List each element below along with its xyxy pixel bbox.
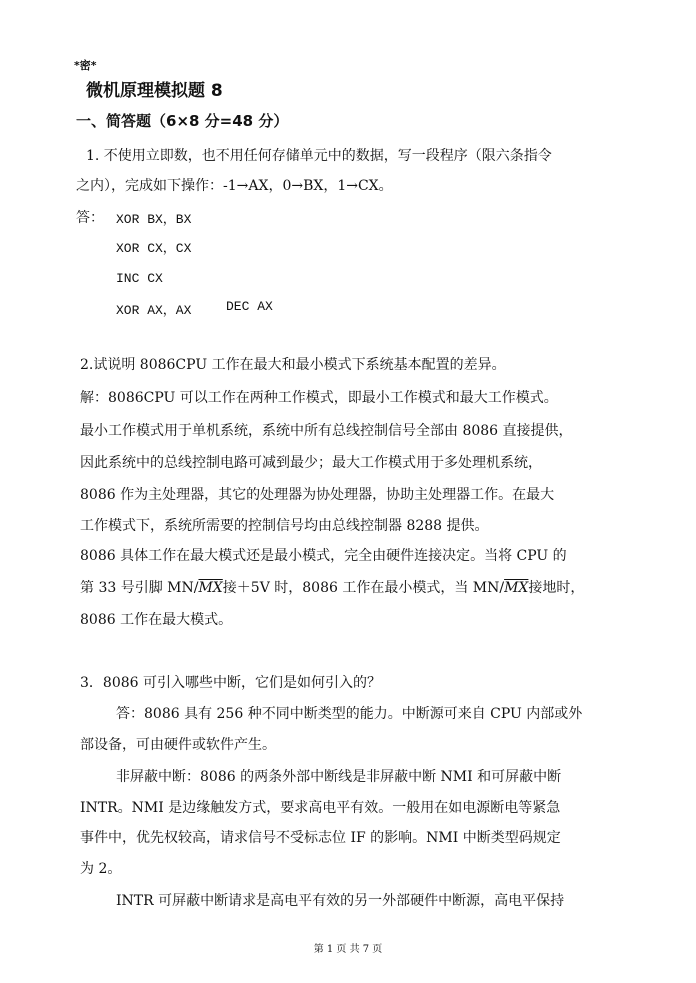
q1-line-1: 1. 不使用立即数，也不用任何存储单元中的数据，写一段程序（限六条指令 <box>86 148 552 164</box>
q3-para-2-c: 事件中，优先权较高，请求信号不受标志位 IF 的影响。NMI 中断类型码规定 <box>80 830 561 846</box>
page-title: 微机原理模拟题 8 <box>86 81 223 101</box>
q2-line-7-e: 接地时， <box>528 580 585 596</box>
q2-line-6: 8086 具体工作在最大模式还是最小模式，完全由硬件连接决定。当将 CPU 的 <box>80 548 567 564</box>
mx-overline-2: $\overline{MX}$ <box>504 580 529 596</box>
q1-code-line-1: XOR BX，BX <box>116 212 192 227</box>
q2-line-7 <box>80 577 584 597</box>
q2-line-7-c: 接＋5V 时，8086 工作在最小模式，当 MN/ <box>222 580 505 596</box>
q2-line-7-a: 第 33 号引脚 MN/ <box>80 580 199 596</box>
q2-question: 2.试说明 8086CPU 工作在最大和最小模式下系统基本配置的差异。 <box>80 357 506 373</box>
q2-line-8: 8086 工作在最大模式。 <box>80 612 233 628</box>
q2-line-4: 8086 作为主处理器，其它的处理器为协处理器，协助主处理器工作。在最大 <box>80 487 555 503</box>
q2-line-1: 解：8086CPU 可以工作在两种工作模式，即最小工作模式和最大工作模式。 <box>80 390 558 406</box>
q3-para-1-b: 部设备，可由硬件或软件产生。 <box>80 737 276 753</box>
q3-para-3-a: INTR 可屏蔽中断请求是高电平有效的另一外部硬件中断源，高电平保持 <box>116 893 565 909</box>
q1-code-line-3: INC CX <box>116 271 163 286</box>
q1-code-line-4b: DEC AX <box>226 299 273 314</box>
q3-para-2-a: 非屏蔽中断：8086 的两条外部中断线是非屏蔽中断 NMI 和可屏蔽中断 <box>116 769 562 785</box>
q2-line-3: 因此系统中的总线控制电路可减到最少；最大工作模式用于多处理机系统， <box>80 455 542 471</box>
secret-label: *密* <box>74 59 97 72</box>
mx-overline-1: $\overline{MX}$ <box>198 580 223 596</box>
q1-line-2: 之内），完成如下操作：-1→AX，0→BX，1→CX。 <box>76 178 393 194</box>
section-heading: 一、简答题（6×8 分=48 分） <box>76 112 289 130</box>
q3-para-1-a: 答：8086 具有 256 种不同中断类型的能力。中断源可来自 CPU 内部或外 <box>116 706 583 722</box>
page-footer: 第 1 页 共 7 页 <box>313 944 383 955</box>
q1-answer-label: 答： <box>76 210 104 226</box>
q3-para-2-b: INTR。NMI 是边缘触发方式，要求高电平有效。一般用在如电源断电等紧急 <box>80 800 561 816</box>
q1-code-line-4a: XOR AX，AX <box>116 303 192 318</box>
q1-code-line-2: XOR CX，CX <box>116 241 192 256</box>
q2-line-2: 最小工作模式用于单机系统，系统中所有总线控制信号全部由 8086 直接提供， <box>80 423 573 439</box>
q3-para-2-d: 为 2。 <box>80 861 122 877</box>
q2-line-5: 工作模式下，系统所需要的控制信号均由总线控制器 8288 提供。 <box>80 518 489 534</box>
q3-question: 3．8086 可引入哪些中断，它们是如何引入的？ <box>80 675 381 691</box>
